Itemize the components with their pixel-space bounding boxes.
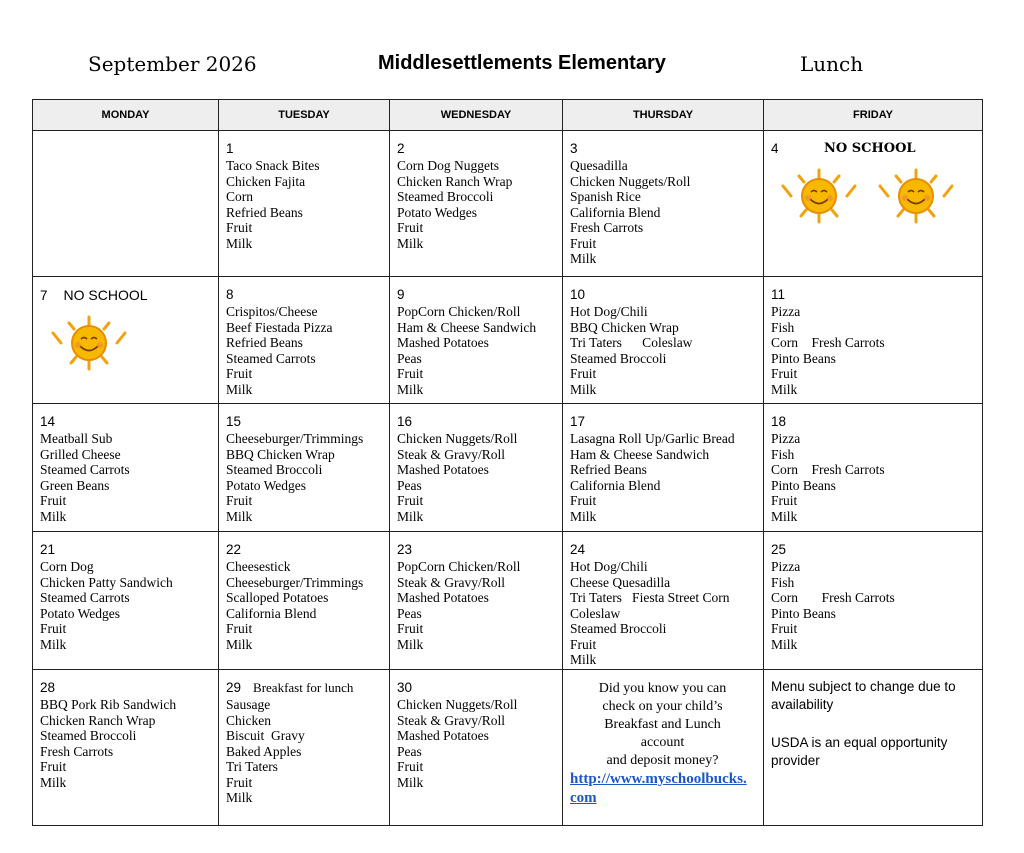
menu-change-note: Menu subject to change due to availability — [771, 679, 956, 712]
menu-item: Corn Fresh Carrots — [771, 462, 885, 477]
menu-item: Fruit — [397, 621, 424, 636]
menu-item: Corn Dog — [40, 559, 94, 574]
menu-item: Steak & Gravy/Roll — [397, 446, 505, 462]
menu-item: Cheesestick — [226, 559, 291, 574]
menu-item: Steamed Broccoli — [226, 462, 323, 477]
breakfast-note: Breakfast for lunch — [253, 680, 354, 695]
menu-items — [771, 431, 982, 524]
menu-items — [40, 559, 218, 652]
menu-item: Milk — [226, 235, 253, 251]
menu-item: Fish — [771, 319, 795, 335]
menu-item: Cheese Quesadilla — [570, 574, 671, 590]
menu-item: California Blend — [226, 605, 317, 621]
menu-item: Fruit — [570, 235, 597, 251]
day-cell — [390, 404, 563, 532]
menu-item: Steamed Broccoli — [570, 621, 667, 636]
menu-items — [40, 431, 218, 524]
menu-item: Pizza — [771, 559, 801, 574]
menu-item: Tri Taters Fiesta Street Corn — [570, 590, 730, 605]
menu-item: Milk — [397, 508, 424, 524]
day-cell — [563, 404, 764, 532]
menu-item: BBQ Chicken Wrap — [570, 319, 679, 335]
menu-items — [226, 431, 389, 524]
day-number: 8 — [226, 287, 234, 302]
menu-item: Tri Taters Coleslaw — [570, 335, 693, 350]
day-number: 29 Breakfast for lunch — [226, 680, 354, 695]
menu-items — [226, 697, 389, 806]
menu-item: Coleslaw — [570, 605, 621, 621]
day-cell — [33, 532, 219, 670]
menu-item: Steamed Broccoli — [397, 189, 494, 204]
menu-items — [570, 431, 763, 524]
menu-item: Spanish Rice — [570, 189, 641, 204]
menu-item: Fruit — [40, 621, 67, 636]
menu-item: BBQ Pork Rib Sandwich — [40, 697, 177, 712]
day-number: 3 — [570, 141, 578, 156]
menu-item: Milk — [570, 652, 597, 667]
school-name: Middlesettlements Elementary — [378, 52, 666, 74]
menu-item: PopCorn Chicken/Roll — [397, 559, 521, 574]
menu-items — [226, 158, 389, 251]
menu-item: Grilled Cheese — [40, 446, 121, 462]
menu-item: Fruit — [226, 621, 253, 636]
day-number: 17 — [570, 414, 586, 429]
menu-item: Milk — [226, 790, 253, 805]
weekday-tuesday: TUESDAY — [219, 100, 390, 131]
day-number: 4 — [771, 141, 779, 156]
smiling-sun-icon — [49, 313, 129, 373]
day-cell — [390, 277, 563, 404]
smiling-sun-icon — [876, 166, 956, 226]
menu-item: Mashed Potatoes — [397, 590, 489, 605]
menu-item: Fruit — [226, 220, 253, 235]
menu-item: Chicken Ranch Wrap — [397, 173, 513, 189]
menu-item: Steak & Gravy/Roll — [397, 712, 505, 728]
smiling-sun-icon — [779, 166, 859, 226]
weekday-monday: MONDAY — [33, 100, 219, 131]
menu-item: Potato Wedges — [397, 204, 478, 220]
day-cell — [219, 670, 390, 826]
menu-item: Milk — [771, 636, 798, 652]
day-number: 18 — [771, 414, 787, 429]
menu-item: Milk — [570, 251, 597, 266]
menu-item: Mashed Potatoes — [397, 462, 489, 477]
menu-item: Fruit — [397, 759, 424, 774]
weekday-wednesday: WEDNESDAY — [390, 100, 563, 131]
weekday-friday: FRIDAY — [764, 100, 983, 131]
promo-line: Breakfast and Lunch — [604, 717, 721, 732]
menu-item: Fruit — [771, 621, 798, 636]
menu-item: Steamed Broccoli — [570, 350, 667, 366]
menu-item: Sausage — [226, 697, 271, 712]
menu-items — [570, 304, 763, 397]
menu-item: Fruit — [570, 366, 597, 381]
menu-item: Hot Dog/Chili — [570, 559, 648, 574]
menu-item: Fruit — [771, 366, 798, 381]
menu-item: California Blend — [570, 204, 661, 220]
week-row — [33, 670, 983, 826]
day-number: 22 — [226, 542, 242, 557]
menu-item: Mashed Potatoes — [397, 728, 489, 743]
promo-line: account — [640, 735, 685, 750]
menu-items — [570, 158, 763, 267]
day-number: 25 — [771, 542, 787, 557]
day-cell — [390, 131, 563, 277]
menu-item: Chicken Patty Sandwich — [40, 574, 173, 590]
menu-item: Potato Wedges — [226, 477, 307, 493]
day-cell — [219, 532, 390, 670]
menu-item: Fruit — [226, 774, 253, 790]
menu-item: Mashed Potatoes — [397, 335, 489, 350]
menu-item: Beef Fiestada Pizza — [226, 319, 333, 335]
menu-item: Milk — [40, 774, 67, 790]
menu-item: Biscuit Gravy — [226, 728, 305, 743]
menu-item: Tri Taters — [226, 759, 278, 774]
menu-item: Milk — [570, 381, 597, 397]
menu-item: Quesadilla — [570, 158, 628, 173]
menu-item: Milk — [226, 381, 253, 397]
notes-cell — [764, 670, 983, 826]
day-cell — [219, 277, 390, 404]
day-number: 9 — [397, 287, 405, 302]
menu-item: Steamed Carrots — [40, 590, 130, 605]
menu-item: Steamed Carrots — [40, 462, 130, 477]
weekday-header-row — [33, 100, 983, 131]
menu-item: Taco Snack Bites — [226, 158, 320, 173]
menu-item: California Blend — [570, 477, 661, 493]
menu-item: Ham & Cheese Sandwich — [570, 446, 710, 462]
menu-item: Steamed Broccoli — [40, 728, 137, 743]
day-cell — [219, 404, 390, 532]
day-number: 7 NO SCHOOL — [40, 287, 148, 303]
menu-item: Milk — [771, 508, 798, 524]
menu-items — [570, 559, 763, 668]
day-cell — [33, 404, 219, 532]
menu-item: Fish — [771, 446, 795, 462]
menu-item: Pizza — [771, 304, 801, 319]
weekday-thursday: THURSDAY — [563, 100, 764, 131]
menu-item: Peas — [397, 477, 422, 493]
day-number: 28 — [40, 680, 56, 695]
menu-item: Green Beans — [40, 477, 110, 493]
menu-item: Meatball Sub — [40, 431, 113, 446]
day-cell — [563, 532, 764, 670]
promo-line: check on your child’s — [602, 699, 723, 714]
no-school-label: NO SCHOOL — [63, 287, 148, 303]
day-cell — [764, 277, 983, 404]
menu-item: Pinto Beans — [771, 605, 836, 621]
menu-item: Milk — [397, 235, 424, 251]
day-number: 10 — [570, 287, 586, 302]
menu-item: Corn Fresh Carrots — [771, 335, 885, 350]
menu-item: Milk — [40, 508, 67, 524]
menu-item: Pizza — [771, 431, 801, 446]
menu-item: Peas — [397, 743, 422, 759]
menu-item: Pinto Beans — [771, 350, 836, 366]
menu-items — [40, 697, 218, 790]
menu-item: Cheeseburger/Trimmings — [226, 574, 364, 590]
menu-item: Chicken Fajita — [226, 173, 306, 189]
menu-item: Fruit — [570, 493, 597, 508]
menu-item: Fruit — [397, 220, 424, 235]
menu-item: Peas — [397, 605, 422, 621]
menu-item: Fish — [771, 574, 795, 590]
meal-type: Lunch — [800, 52, 864, 76]
calendar-month: September 2026 — [88, 52, 257, 76]
menu-item: Baked Apples — [226, 743, 302, 759]
day-cell — [764, 131, 983, 277]
day-number: 23 — [397, 542, 413, 557]
menu-item: Refried Beans — [570, 462, 647, 477]
week-row — [33, 277, 983, 404]
menu-item: Milk — [397, 381, 424, 397]
day-number: 2 — [397, 141, 405, 156]
menu-item: Corn Fresh Carrots — [771, 590, 895, 605]
day-number: 15 — [226, 414, 242, 429]
menu-item: Fruit — [397, 493, 424, 508]
menu-item: Fresh Carrots — [40, 743, 114, 759]
myschoolbucks-link[interactable]: http://www.myschoolbucks.com — [570, 771, 747, 806]
menu-item: Milk — [226, 636, 253, 652]
menu-calendar — [32, 99, 983, 826]
menu-item: Milk — [397, 636, 424, 652]
day-number: 11 — [771, 287, 786, 302]
menu-item: Fruit — [397, 366, 424, 381]
day-cell — [764, 532, 983, 670]
menu-item: Fruit — [771, 493, 798, 508]
menu-item: Chicken Ranch Wrap — [40, 712, 156, 728]
day-cell — [563, 277, 764, 404]
day-number: 24 — [570, 542, 586, 557]
day-cell — [390, 532, 563, 670]
day-number: 21 — [40, 542, 56, 557]
menu-item: Chicken — [226, 712, 271, 728]
promo-line: Did you know you can — [598, 681, 727, 696]
menu-items — [226, 559, 389, 652]
menu-item: Fruit — [40, 493, 67, 508]
menu-item: Milk — [570, 508, 597, 524]
day-number: 16 — [397, 414, 413, 429]
day-cell — [33, 277, 219, 404]
menu-item: Pinto Beans — [771, 477, 836, 493]
menu-items — [771, 559, 982, 652]
week-row — [33, 532, 983, 670]
menu-items — [397, 158, 562, 251]
menu-item: Milk — [226, 508, 253, 524]
day-cell — [390, 670, 563, 826]
menu-item: Cheeseburger/Trimmings — [226, 431, 364, 446]
promo-line: and deposit money? — [606, 753, 719, 768]
menu-item: Refried Beans — [226, 204, 303, 220]
menu-items — [226, 304, 389, 397]
day-cell — [219, 131, 390, 277]
menu-item: Peas — [397, 350, 422, 366]
promo-cell — [563, 670, 764, 826]
menu-item: Steak & Gravy/Roll — [397, 574, 505, 590]
menu-item: Ham & Cheese Sandwich — [397, 319, 537, 335]
no-school-label: NO SCHOOL — [824, 141, 916, 156]
menu-item: Chicken Nuggets/Roll — [570, 173, 691, 189]
menu-item: Fruit — [40, 759, 67, 774]
account-promo — [570, 680, 763, 808]
day-cell — [563, 131, 764, 277]
day-number: 30 — [397, 680, 413, 695]
menu-item: Crispitos/Cheese — [226, 304, 318, 319]
menu-item: Scalloped Potatoes — [226, 590, 329, 605]
menu-item: PopCorn Chicken/Roll — [397, 304, 521, 319]
menu-item: Fresh Carrots — [570, 220, 644, 235]
menu-item: Milk — [397, 774, 424, 790]
week-row — [33, 131, 983, 277]
menu-items — [397, 431, 562, 524]
menu-item: BBQ Chicken Wrap — [226, 446, 335, 462]
menu-item: Potato Wedges — [40, 605, 121, 621]
menu-item: Hot Dog/Chili — [570, 304, 648, 319]
day-cell-empty — [33, 131, 219, 277]
menu-item: Milk — [771, 381, 798, 397]
menu-items — [397, 697, 562, 790]
day-cell — [764, 404, 983, 532]
menu-item: Lasagna Roll Up/Garlic Bread — [570, 431, 735, 446]
menu-items — [397, 559, 562, 652]
menu-item: Fruit — [226, 366, 253, 381]
menu-item: Milk — [40, 636, 67, 652]
menu-items — [771, 304, 982, 397]
usda-note: USDA is an equal opportunity provider — [771, 735, 948, 768]
menu-item: Corn Dog Nuggets — [397, 158, 499, 173]
day-number: 14 — [40, 414, 56, 429]
menu-items — [397, 304, 562, 397]
day-cell — [33, 670, 219, 826]
menu-item: Refried Beans — [226, 335, 303, 350]
menu-item: Corn — [226, 189, 253, 204]
menu-item: Fruit — [570, 636, 597, 652]
day-number: 1 — [226, 141, 234, 156]
menu-item: Chicken Nuggets/Roll — [397, 431, 518, 446]
menu-item: Steamed Carrots — [226, 350, 316, 366]
week-row — [33, 404, 983, 532]
menu-item: Fruit — [226, 493, 253, 508]
menu-item: Chicken Nuggets/Roll — [397, 697, 518, 712]
